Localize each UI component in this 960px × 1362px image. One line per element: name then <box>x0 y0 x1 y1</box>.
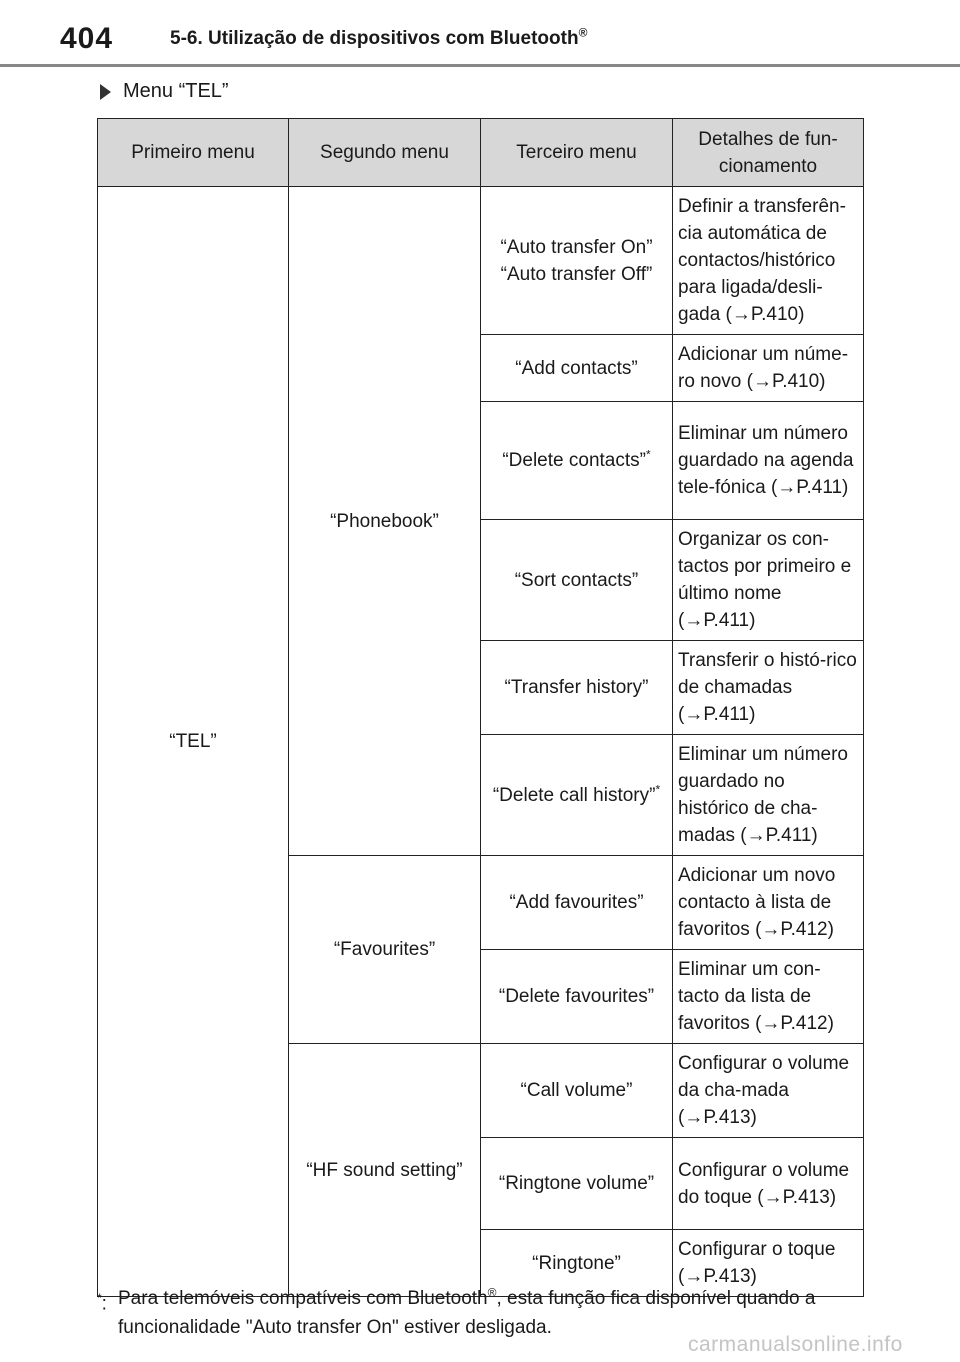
detail-cell: Adicionar um novo contacto à lista de favoritos (→P.412) <box>673 856 864 950</box>
third-menu-cell <box>481 1044 673 1138</box>
second-menu-cell: “HF sound setting” <box>289 1044 481 1297</box>
footnote-text: Para telemóveis compatíveis com Bluetooth®, esta função fica disponível quando a funcionalidade "Auto transfer On" estiver desligada. <box>118 1285 816 1338</box>
page-number: 404 <box>60 22 114 55</box>
third-menu-text: “Auto transfer On” “Auto transfer Off” <box>500 236 653 285</box>
third-menu-text: “Delete contacts” <box>502 450 646 471</box>
first-menu-cell: “TEL” <box>98 187 289 1297</box>
third-menu-text: “Call volume” <box>520 1080 633 1101</box>
third-menu-text: “Add favourites” <box>509 892 644 913</box>
menu-heading <box>100 80 229 103</box>
header-divider <box>0 64 960 67</box>
third-menu-text: “Sort contacts” <box>514 569 639 591</box>
column-header: Terceiro menu <box>481 119 673 187</box>
third-menu-cell <box>481 520 673 641</box>
third-menu-cell <box>481 856 673 950</box>
third-menu-cell <box>481 735 673 856</box>
third-menu-cell <box>481 335 673 402</box>
triangle-bullet-icon <box>100 84 111 100</box>
third-menu-text: “Transfer history” <box>504 677 649 698</box>
second-menu-cell: “Favourites” <box>289 856 481 1044</box>
detail-cell: Configurar o toque (→P.413) <box>673 1230 864 1297</box>
section-title <box>170 25 588 50</box>
third-menu-cell <box>481 187 673 335</box>
registered-mark: ® <box>487 1285 497 1300</box>
detail-cell: Transferir o histó-rico de chamadas (→P.411) <box>673 641 864 735</box>
third-menu-text: “Delete favourites” <box>498 986 655 1007</box>
table-row <box>98 187 864 335</box>
detail-cell: Eliminar um número guardado no histórico de cha-madas (→P.411) <box>673 735 864 856</box>
third-menu-cell <box>481 1138 673 1230</box>
detail-cell: Configurar o volume do toque (→P.413) <box>673 1138 864 1230</box>
detail-cell: Organizar os con-tactos por primeiro e último nome (→P.411) <box>673 520 864 641</box>
detail-cell: Configurar o volume da cha-mada (→P.413) <box>673 1044 864 1138</box>
third-menu-text: “Add contacts” <box>515 357 638 379</box>
footnote-marker: * <box>645 447 651 462</box>
column-header: Segundo menu <box>289 119 481 187</box>
menu-heading-text: Menu “TEL” <box>123 80 229 102</box>
section-title-text: 5-6. Utilização de dispositivos com Bluetooth <box>170 28 579 49</box>
third-menu-cell <box>481 402 673 520</box>
footnote-mark: *: <box>97 1291 107 1315</box>
tel-menu-table <box>97 118 864 1297</box>
third-menu-text: “Ringtone volume” <box>498 1173 655 1194</box>
third-menu-cell <box>481 950 673 1044</box>
detail-cell: Definir a transferên-cia automática de contactos/histórico para ligada/desli-gada (→P.410) <box>673 187 864 335</box>
third-menu-text: “Delete call history” <box>492 784 656 806</box>
column-header: Primeiro menu <box>98 119 289 187</box>
third-menu-text: “Ringtone” <box>532 1252 621 1274</box>
table-header-row <box>98 119 864 187</box>
registered-mark: ® <box>578 25 588 40</box>
column-header: Detalhes de fun-cionamento <box>673 119 864 187</box>
detail-cell: Eliminar um número guardado na agenda tele-fónica (→P.411) <box>673 402 864 520</box>
second-menu-cell: “Phonebook” <box>289 187 481 856</box>
footnote-marker: * <box>655 782 661 797</box>
detail-cell: Eliminar um con-tacto da lista de favoritos (→P.412) <box>673 950 864 1044</box>
detail-cell: Adicionar um núme-ro novo (→P.410) <box>673 335 864 402</box>
third-menu-cell <box>481 641 673 735</box>
watermark: carmanualsonline.info <box>688 1333 903 1356</box>
